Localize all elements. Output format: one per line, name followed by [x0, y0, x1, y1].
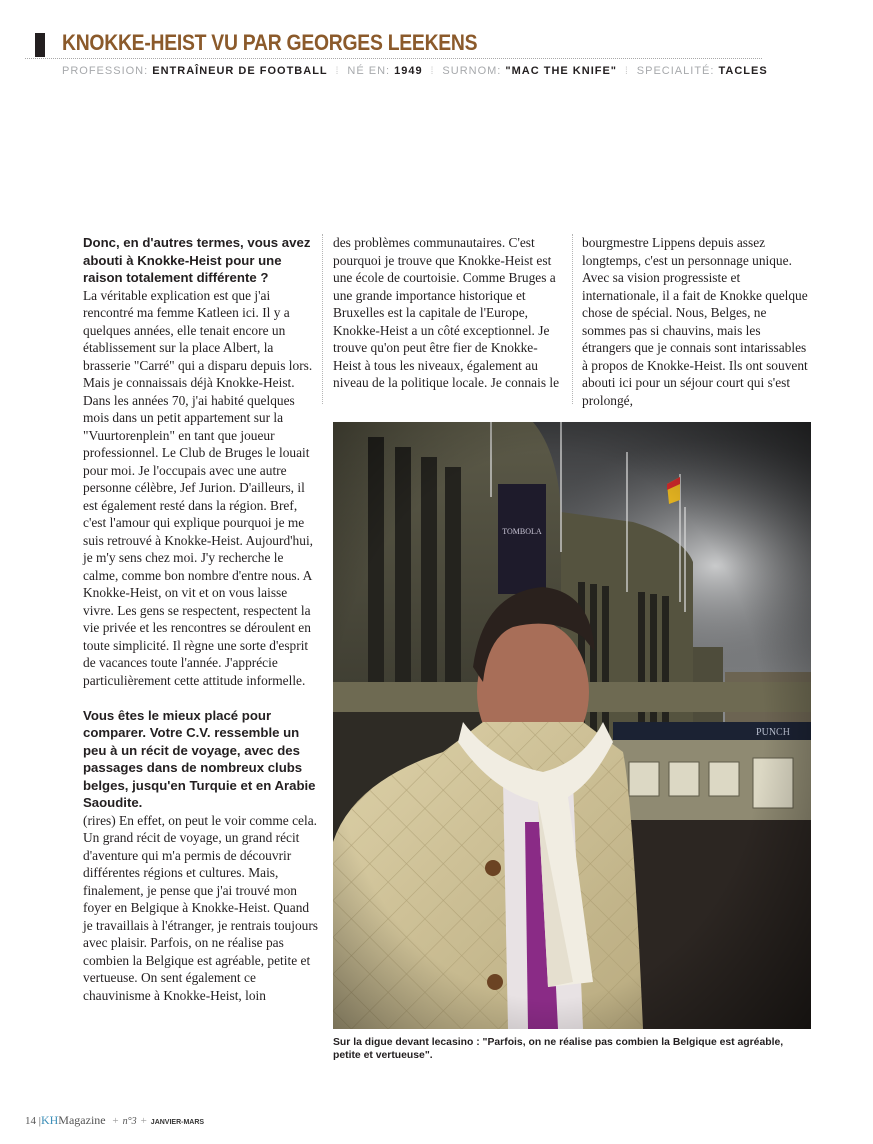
- title-accent-bar: [35, 33, 45, 57]
- photo-caption: Sur la digue devant lecasino : "Parfois, on ne réalise pas combien la Belgique est agréable, petite et vertueuse".: [333, 1037, 784, 1061]
- meta-value-specialty: TACLES: [718, 65, 768, 77]
- brand-magazine: Magazine: [58, 1113, 106, 1127]
- meta-separator: ⁞: [625, 66, 629, 77]
- title-divider: [25, 58, 762, 59]
- meta-separator: ⁞: [430, 66, 435, 77]
- article-text: bourgmestre Lippens depuis assez longtemps, c'est un personnage unique. Avec sa vision progressiste et internationale, il a fait de Knokke quelque chose de spécial. Nous, Belges, ne sommes pas si chauvins, mais les étrangers que je connais sont intarissables à propos de Knokke-Heist. Ils ont souvent abouti ici pour un séjour court qui s'est prolongé,: [582, 235, 808, 408]
- article-column-1: [83, 234, 321, 1004]
- profile-meta: [62, 65, 768, 77]
- meta-value-born: 1949: [394, 65, 423, 77]
- brand-kh: KH: [40, 1113, 59, 1127]
- meta-label-born: NÉ EN:: [347, 65, 395, 77]
- interview-question: Donc, en d'autres termes, vous avez abouti à Knokke-Heist pour une raison totalement différente ?: [83, 235, 311, 285]
- article-column-3: [582, 234, 812, 409]
- plus-icon: +: [140, 1115, 147, 1127]
- meta-separator: ⁞: [335, 66, 340, 77]
- portrait-photo: [333, 422, 811, 1029]
- meta-label-nickname: SURNOM:: [442, 65, 506, 77]
- interview-question: Vous êtes le mieux placé pour comparer. Votre C.V. ressemble un peu à un récit de voyage, avec des passages dans de nombreux clubs belges, jusqu'en Turquie et en Arabie Saoudite.: [83, 707, 316, 810]
- meta-value-nickname: "MAC THE KNIFE": [505, 65, 618, 77]
- page-title: KNOKKE-HEIST VU PAR GEORGES LEEKENS: [62, 30, 478, 55]
- issue-number: n°3: [122, 1116, 137, 1127]
- meta-label-specialty: SPECIALITÉ:: [636, 65, 719, 77]
- article-text: des problèmes communautaires. C'est pourquoi je trouve que Knokke-Heist est une école de courtoisie. Comme Bruges a une grande importance historique et Bruxelles est la capitale de l'Europe, Knokke-Heist a un côté exceptionnel. Je trouve qu'on peut être fier de Knokke-Heist à tous les niveaux, également au niveau de la politique locale. Je connais le: [333, 235, 560, 390]
- meta-label-profession: PROFESSION:: [62, 65, 153, 77]
- article-column-2: [333, 234, 563, 392]
- column-divider: [572, 234, 573, 404]
- plus-icon: +: [112, 1115, 119, 1127]
- footer-divider: |: [38, 1115, 41, 1127]
- meta-value-profession: ENTRAÎNEUR DE FOOTBALL: [152, 65, 328, 77]
- interview-answer: (rires) En effet, on peut le voir comme cela. Un grand récit de voyage, un grand récit d'aventure qui m'a permis de découvrir différentes régions et cultures. Mais, finalement, je pense que j'ai trouvé mon foyer en Belgique à Knokke-Heist. Quand je travaillais à l'étranger, je rentrais toujours avec plaisir. Parfois, on ne réalise pas combien la Belgique est agréable, petite et vertueuse. On sent également ce chauvinisme à Knokke-Heist, loin: [83, 812, 319, 1003]
- issue-period: JANVIER-MARS: [150, 1119, 205, 1126]
- column-divider: [322, 234, 323, 404]
- portrait-illustration: [333, 422, 811, 1029]
- interview-answer: La véritable explication est que j'ai rencontré ma femme Katleen ici. Il y a quelques années, elle tenait encore un établissement sur la place Albert, la brasserie "Carré" qui a disparu depuis lors. Mais je connaissais déjà Knokke-Heist. Dans les années 70, j'ai habité quelques mois dans un petit appartement sur la "Vuurtorenplein" en tant que joueur professionnel. Le Club de Bruges le louait pour moi. Je l'occupais avec une autre personne célèbre, Jef Jurion. D'ailleurs, il est également resté dans la région. Bref, c'est l'amour qui explique pourquoi je me suis retrouvé à Knokke-Heist. Aujourd'hui, je m'y sens chez moi. J'y recherche le calme, comme bon nombre d'entre nous. A Knokke-Heist, on vit et on vous laisse vivre. Les gens se respectent, respectent la vie privée et les rencontres se déroulent en toute simplicité. Il règne une sorte d'esprit de vacances toute l'année. J'apprécie particulièrement cette attitude informelle.: [83, 287, 314, 688]
- page-number: 14: [25, 1115, 36, 1127]
- page-footer: [25, 1113, 204, 1128]
